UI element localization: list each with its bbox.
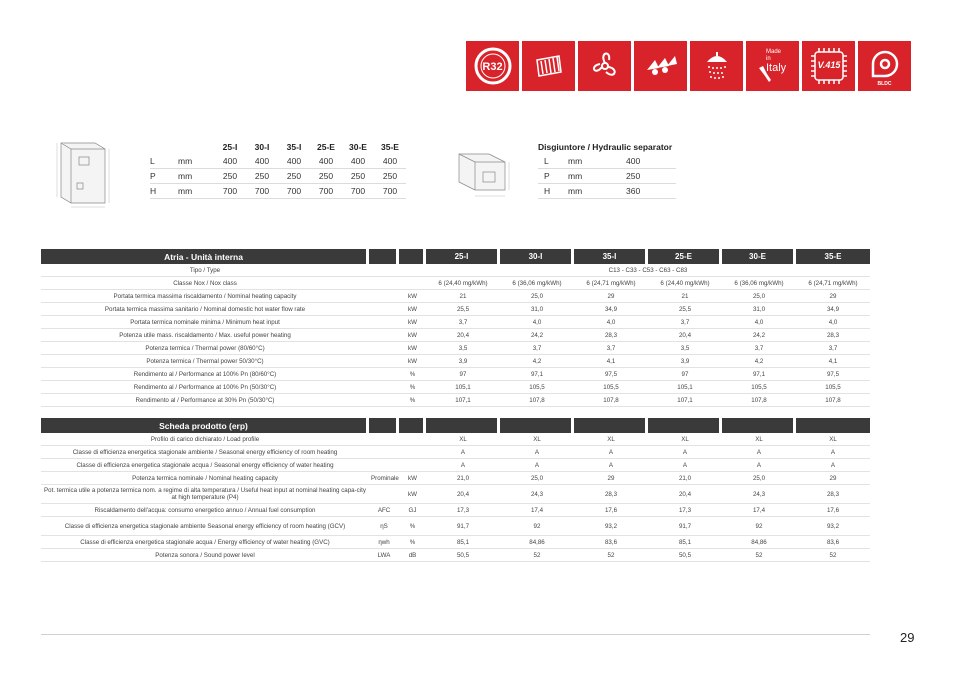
spec-value: 4,1 bbox=[796, 355, 870, 368]
fan-icon bbox=[578, 41, 631, 91]
spec-header-row bbox=[41, 418, 870, 433]
table-row bbox=[41, 485, 870, 504]
spec-unit bbox=[399, 446, 426, 459]
spec-value: 85,1 bbox=[426, 536, 500, 549]
spec-symbol bbox=[369, 290, 399, 303]
spec-value: 107,8 bbox=[722, 394, 796, 407]
spec-value: 107,8 bbox=[500, 394, 574, 407]
table-row bbox=[538, 169, 676, 184]
spec-value: 97,5 bbox=[574, 368, 648, 381]
spec-value: 28,3 bbox=[574, 329, 648, 342]
dims-col-header: 35-E bbox=[381, 142, 399, 152]
spec-unit bbox=[399, 459, 426, 472]
spec-value: 84,86 bbox=[722, 536, 796, 549]
spec-value: 28,3 bbox=[796, 485, 870, 504]
spec-value: 29 bbox=[796, 472, 870, 485]
spec-unit: kW bbox=[399, 342, 426, 355]
spec-label: Portata termica nominale minima / Minimum heat input bbox=[41, 316, 369, 329]
table-row bbox=[41, 446, 870, 459]
spec-value: 107,8 bbox=[574, 394, 648, 407]
dim-value: 250 bbox=[342, 169, 374, 184]
spec-value: 21,0 bbox=[648, 472, 722, 485]
spec-value: 52 bbox=[574, 549, 648, 562]
v415-label: V.415 bbox=[817, 60, 841, 70]
spec-label: Riscaldamento dell'acqua: consumo energetico annuo / Annual fuel consumption bbox=[41, 504, 369, 517]
spec-value: A bbox=[722, 446, 796, 459]
spec-label: Classe di efficienza energetica stagionale ambiente Seasonal energy efficiency of room heating (GCV) bbox=[41, 517, 369, 536]
spec-value: 34,9 bbox=[574, 303, 648, 316]
spec-unit: kW bbox=[399, 485, 426, 504]
spec-value: 21 bbox=[426, 290, 500, 303]
model-header: 30-E bbox=[722, 249, 796, 264]
spec-unit: kW bbox=[399, 316, 426, 329]
dim-value: 250 bbox=[310, 169, 342, 184]
spec-value: 97,5 bbox=[796, 368, 870, 381]
spec-value: 97 bbox=[648, 368, 722, 381]
spec-value: XL bbox=[648, 433, 722, 446]
table-row bbox=[41, 316, 870, 329]
table-row bbox=[41, 303, 870, 316]
dims-col-header: 35-I bbox=[286, 142, 302, 152]
spec-symbol bbox=[369, 342, 399, 355]
spec-symbol bbox=[369, 355, 399, 368]
spec-value: XL bbox=[500, 433, 574, 446]
dim-value: 400 bbox=[374, 154, 406, 169]
separator-title: Disgiuntore / Hydraulic separator bbox=[538, 142, 673, 152]
spec-value: A bbox=[574, 459, 648, 472]
dim-value: 250 bbox=[246, 169, 278, 184]
spec-label: Portata termica massima sanitario / Nominal domestic hot water flow rate bbox=[41, 303, 369, 316]
spec-label: Classe di efficienza energetica stagionale acqua / Energy efficiency of water heating (GVC) bbox=[41, 536, 369, 549]
spec-value: 21 bbox=[648, 290, 722, 303]
model-header: 35-E bbox=[796, 249, 870, 264]
spec-value: 3,7 bbox=[426, 316, 500, 329]
dim-value: 250 bbox=[214, 169, 246, 184]
spec-value: 20,4 bbox=[648, 329, 722, 342]
spec-value: 20,4 bbox=[426, 485, 500, 504]
spec-value: 25,5 bbox=[426, 303, 500, 316]
page-number: 29 bbox=[900, 630, 915, 645]
spec-value: 25,0 bbox=[500, 290, 574, 303]
table-row bbox=[41, 342, 870, 355]
spec-value: 105,5 bbox=[574, 381, 648, 394]
spec-value: A bbox=[500, 446, 574, 459]
spec-symbol bbox=[369, 277, 399, 290]
feature-icon-strip bbox=[466, 41, 911, 91]
spec-value: 17,4 bbox=[722, 504, 796, 517]
spec-label: Classe di efficienza energetica stagionale acqua / Seasonal energy efficiency of water heating bbox=[41, 459, 369, 472]
v415-chip-icon bbox=[802, 41, 855, 91]
spec-value: 50,5 bbox=[426, 549, 500, 562]
shower-icon bbox=[690, 41, 743, 91]
spec-value: 3,7 bbox=[574, 342, 648, 355]
spec-symbol: ηwh bbox=[369, 536, 399, 549]
dim-key: P bbox=[150, 169, 178, 184]
table-row bbox=[41, 517, 870, 536]
spec-label: Potenza termica / Thermal power 50/30°C) bbox=[41, 355, 369, 368]
spec-value: 24,3 bbox=[500, 485, 574, 504]
spec-value: 6 (24,71 mg/kWh) bbox=[574, 277, 648, 290]
spec-value: 6 (36,06 mg/kWh) bbox=[500, 277, 574, 290]
spec-value: 107,1 bbox=[648, 394, 722, 407]
spec-value: 52 bbox=[500, 549, 574, 562]
spec-label: Classe Nox / Nox class bbox=[41, 277, 369, 290]
spec-label: Rendimento al / Performance at 100% Pn (80/60°C) bbox=[41, 368, 369, 381]
spec-value: 52 bbox=[796, 549, 870, 562]
spec-label: Portata termica massima riscaldamento / Nominal heating capacity bbox=[41, 290, 369, 303]
spec-value: 107,1 bbox=[426, 394, 500, 407]
spec-value: 91,7 bbox=[426, 517, 500, 536]
spec-symbol bbox=[369, 394, 399, 407]
spec-label: Tipo / Type bbox=[41, 264, 369, 277]
dim-value: 700 bbox=[374, 184, 406, 199]
spec-value: 93,2 bbox=[796, 517, 870, 536]
heat-exchanger-icon bbox=[522, 41, 575, 91]
spec-value: 105,5 bbox=[796, 381, 870, 394]
spec-unit: kW bbox=[399, 472, 426, 485]
spec-value: 25,0 bbox=[500, 472, 574, 485]
dim-value: 250 bbox=[374, 169, 406, 184]
multi-fan-icon bbox=[634, 41, 687, 91]
dim-value: 700 bbox=[310, 184, 342, 199]
dim-value: 700 bbox=[342, 184, 374, 199]
spec-value: 91,7 bbox=[648, 517, 722, 536]
spec-symbol bbox=[369, 485, 399, 504]
spec-value: XL bbox=[574, 433, 648, 446]
spec-value: 28,3 bbox=[796, 329, 870, 342]
spec-value: 3,7 bbox=[722, 342, 796, 355]
indoor-unit-spec-table bbox=[41, 249, 870, 407]
spec-symbol bbox=[369, 329, 399, 342]
spec-table-title: Scheda prodotto (erp) bbox=[41, 418, 369, 433]
spec-value: 25,5 bbox=[648, 303, 722, 316]
spec-type-value: C13 - C33 - C53 - C63 - C83 bbox=[426, 264, 870, 277]
spec-symbol bbox=[369, 459, 399, 472]
spec-value: 20,4 bbox=[426, 329, 500, 342]
spec-value: 24,2 bbox=[722, 329, 796, 342]
spec-value: 4,0 bbox=[574, 316, 648, 329]
spec-label: Potenza termica nominale / Nominal heating capacity bbox=[41, 472, 369, 485]
spec-unit: kW bbox=[399, 329, 426, 342]
dim-value: 400 bbox=[278, 154, 310, 169]
spec-value: 4,1 bbox=[574, 355, 648, 368]
hydraulic-separator-table bbox=[538, 140, 676, 199]
made-in-italy-icon bbox=[746, 41, 799, 91]
dim-value: 250 bbox=[278, 169, 310, 184]
spec-value: 17,3 bbox=[648, 504, 722, 517]
dimensions-table bbox=[150, 140, 406, 199]
spec-value: 83,6 bbox=[796, 536, 870, 549]
spec-value: A bbox=[796, 459, 870, 472]
hydraulic-separator-drawing bbox=[455, 148, 515, 208]
dims-col-header: 30-E bbox=[349, 142, 367, 152]
spec-value: 17,6 bbox=[796, 504, 870, 517]
spec-value: 29 bbox=[574, 472, 648, 485]
dim-value: 700 bbox=[246, 184, 278, 199]
spec-value: 105,5 bbox=[500, 381, 574, 394]
spec-label: Potenza sonora / Sound power level bbox=[41, 549, 369, 562]
table-row bbox=[41, 277, 870, 290]
spec-value: 93,2 bbox=[574, 517, 648, 536]
dim-key: H bbox=[538, 184, 568, 199]
spec-value: XL bbox=[796, 433, 870, 446]
spec-value: 92 bbox=[722, 517, 796, 536]
spec-value: XL bbox=[426, 433, 500, 446]
spec-unit: kW bbox=[399, 290, 426, 303]
dimensions-header-row bbox=[150, 140, 406, 154]
table-row bbox=[41, 264, 870, 277]
spec-value: 6 (24,40 mg/kWh) bbox=[648, 277, 722, 290]
spec-value: 97,1 bbox=[500, 368, 574, 381]
model-header: 25-I bbox=[426, 249, 500, 264]
dim-key: H bbox=[150, 184, 178, 199]
spec-value: 25,0 bbox=[722, 290, 796, 303]
dim-value: 400 bbox=[342, 154, 374, 169]
dim-unit: mm bbox=[178, 184, 214, 199]
dim-value: 700 bbox=[214, 184, 246, 199]
dim-unit: mm bbox=[178, 169, 214, 184]
spec-unit: kW bbox=[399, 355, 426, 368]
dim-value: 400 bbox=[626, 154, 676, 169]
spec-symbol: AFC bbox=[369, 504, 399, 517]
spec-value: 105,5 bbox=[722, 381, 796, 394]
spec-value: A bbox=[722, 459, 796, 472]
bldc-blower-icon bbox=[858, 41, 911, 91]
spec-unit: GJ bbox=[399, 504, 426, 517]
table-row bbox=[41, 433, 870, 446]
dim-key: L bbox=[538, 154, 568, 169]
table-row bbox=[41, 472, 870, 485]
spec-value: 105,1 bbox=[648, 381, 722, 394]
spec-symbol: LWA bbox=[369, 549, 399, 562]
r32-refrigerant-icon bbox=[466, 41, 519, 91]
dim-key: L bbox=[150, 154, 178, 169]
spec-value: 3,5 bbox=[426, 342, 500, 355]
spec-value: 3,9 bbox=[426, 355, 500, 368]
spec-unit bbox=[399, 433, 426, 446]
spec-value: A bbox=[426, 459, 500, 472]
spec-value: 24,2 bbox=[500, 329, 574, 342]
made-in-italy-label: Made in Italy bbox=[766, 49, 787, 74]
spec-value: 6 (24,40 mg/kWh) bbox=[426, 277, 500, 290]
dim-value: 400 bbox=[246, 154, 278, 169]
spec-label: Rendimento al / Performance at 30% Pn (50/30°C) bbox=[41, 394, 369, 407]
spec-unit: % bbox=[399, 381, 426, 394]
dims-col-header: 30-I bbox=[254, 142, 270, 152]
model-header: 35-I bbox=[574, 249, 648, 264]
spec-value: 3,7 bbox=[796, 342, 870, 355]
table-row bbox=[150, 169, 406, 184]
dims-col-header: 25-E bbox=[317, 142, 335, 152]
spec-value: 6 (36,06 mg/kWh) bbox=[722, 277, 796, 290]
spec-label: Classe di efficienza energetica stagionale ambiente / Seasonal energy efficiency of room heating bbox=[41, 446, 369, 459]
spec-value: A bbox=[426, 446, 500, 459]
spec-unit: % bbox=[399, 394, 426, 407]
boiler-drawing bbox=[55, 135, 115, 215]
table-row bbox=[41, 394, 870, 407]
dim-value: 360 bbox=[626, 184, 676, 199]
table-row bbox=[41, 290, 870, 303]
spec-symbol bbox=[369, 368, 399, 381]
spec-value: 105,1 bbox=[426, 381, 500, 394]
spec-symbol bbox=[369, 381, 399, 394]
dim-value: 400 bbox=[310, 154, 342, 169]
spec-value: A bbox=[574, 446, 648, 459]
spec-table-title: Atria - Unità interna bbox=[41, 249, 369, 264]
spec-value: 21,0 bbox=[426, 472, 500, 485]
spec-symbol bbox=[369, 433, 399, 446]
spec-value: A bbox=[500, 459, 574, 472]
spec-value: 4,2 bbox=[500, 355, 574, 368]
spec-label: Potenza utile mass. riscaldamento / Max. useful power heating bbox=[41, 329, 369, 342]
table-row bbox=[41, 329, 870, 342]
table-row bbox=[41, 381, 870, 394]
spec-value: 50,5 bbox=[648, 549, 722, 562]
spec-value: 3,7 bbox=[500, 342, 574, 355]
bldc-label: BLDC bbox=[877, 81, 892, 87]
spec-value: 107,8 bbox=[796, 394, 870, 407]
spec-value: 97,1 bbox=[722, 368, 796, 381]
spec-value: 92 bbox=[500, 517, 574, 536]
spec-value: 6 (24,71 mg/kWh) bbox=[796, 277, 870, 290]
spec-value: A bbox=[796, 446, 870, 459]
spec-value: 3,5 bbox=[648, 342, 722, 355]
spec-value: XL bbox=[722, 433, 796, 446]
dim-unit: mm bbox=[568, 154, 626, 169]
spec-unit: dB bbox=[399, 549, 426, 562]
spec-unit: kW bbox=[399, 303, 426, 316]
spec-value: 3,9 bbox=[648, 355, 722, 368]
dims-col-header: 25-I bbox=[222, 142, 238, 152]
spec-unit: % bbox=[399, 517, 426, 536]
dim-value: 700 bbox=[278, 184, 310, 199]
table-row bbox=[41, 355, 870, 368]
table-row bbox=[41, 368, 870, 381]
spec-value: 4,0 bbox=[722, 316, 796, 329]
erp-product-sheet-table bbox=[41, 418, 870, 562]
spec-value: A bbox=[648, 446, 722, 459]
spec-symbol bbox=[369, 303, 399, 316]
spec-value: 17,6 bbox=[574, 504, 648, 517]
spec-value: 29 bbox=[796, 290, 870, 303]
spec-value: 31,0 bbox=[500, 303, 574, 316]
spec-value: 17,4 bbox=[500, 504, 574, 517]
r32-label: R32 bbox=[482, 61, 503, 73]
footer-divider bbox=[41, 634, 870, 635]
spec-value: 4,0 bbox=[796, 316, 870, 329]
model-header: 25-E bbox=[648, 249, 722, 264]
spec-symbol: Prominale bbox=[369, 472, 399, 485]
spec-unit: % bbox=[399, 536, 426, 549]
spec-value: 85,1 bbox=[648, 536, 722, 549]
table-row bbox=[41, 549, 870, 562]
spec-value: 24,3 bbox=[722, 485, 796, 504]
spec-symbol: ηS bbox=[369, 517, 399, 536]
table-row bbox=[538, 184, 676, 199]
dim-value: 250 bbox=[626, 169, 676, 184]
spec-value: 31,0 bbox=[722, 303, 796, 316]
spec-value: 28,3 bbox=[574, 485, 648, 504]
spec-symbol bbox=[369, 446, 399, 459]
table-row bbox=[150, 154, 406, 169]
spec-label: Potenza termica / Thermal power (80/60°C) bbox=[41, 342, 369, 355]
spec-value: 97 bbox=[426, 368, 500, 381]
dim-unit: mm bbox=[178, 154, 214, 169]
table-row bbox=[41, 459, 870, 472]
spec-value: 20,4 bbox=[648, 485, 722, 504]
spec-symbol bbox=[369, 316, 399, 329]
table-row bbox=[538, 154, 676, 169]
spec-unit bbox=[399, 277, 426, 290]
spec-label: Pot. termica utile a potenza termica nom. a regime di alta temperatura / Useful heat input at nominal heating capa-city at high temperature (P4) bbox=[41, 485, 369, 504]
dim-value: 400 bbox=[214, 154, 246, 169]
table-row bbox=[41, 536, 870, 549]
spec-value: 83,6 bbox=[574, 536, 648, 549]
dim-key: P bbox=[538, 169, 568, 184]
spec-value: 17,3 bbox=[426, 504, 500, 517]
table-row bbox=[150, 184, 406, 199]
spec-value: 4,2 bbox=[722, 355, 796, 368]
spec-value: 25,0 bbox=[722, 472, 796, 485]
table-row bbox=[41, 504, 870, 517]
spec-value: 4,0 bbox=[500, 316, 574, 329]
dim-unit: mm bbox=[568, 184, 626, 199]
spec-value: 84,86 bbox=[500, 536, 574, 549]
dim-unit: mm bbox=[568, 169, 626, 184]
spec-unit: % bbox=[399, 368, 426, 381]
spec-value: 29 bbox=[574, 290, 648, 303]
spec-value: 34,9 bbox=[796, 303, 870, 316]
spec-label: Profilo di carico dichiarato / Load profile bbox=[41, 433, 369, 446]
spec-value: 3,7 bbox=[648, 316, 722, 329]
spec-value: 52 bbox=[722, 549, 796, 562]
spec-header-row bbox=[41, 249, 870, 264]
model-header: 30-I bbox=[500, 249, 574, 264]
spec-value: A bbox=[648, 459, 722, 472]
spec-label: Rendimento al / Performance at 100% Pn (50/30°C) bbox=[41, 381, 369, 394]
